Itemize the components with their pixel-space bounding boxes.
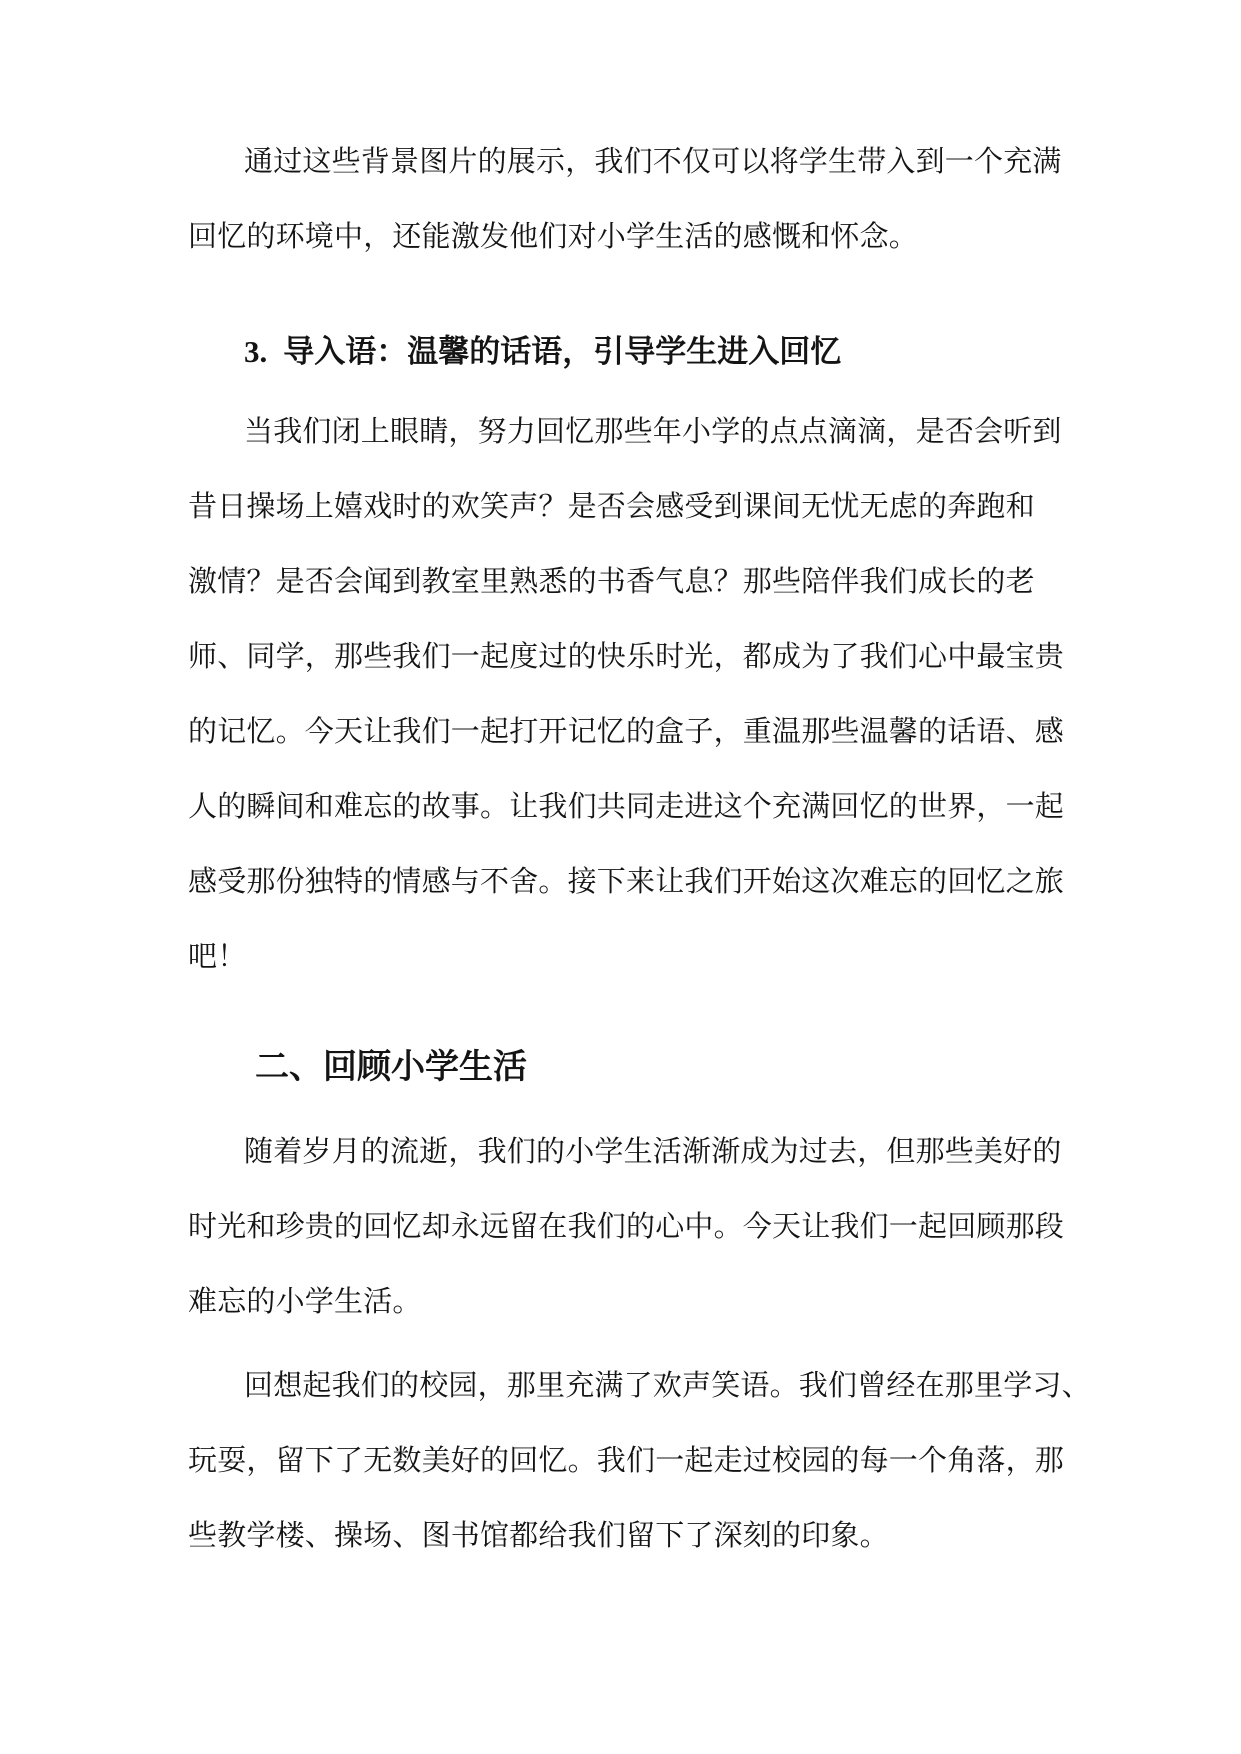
paragraph-line: 昔日操场上嬉戏时的欢笑声？是否会感受到课间无忧无虑的奔跑和 [188, 491, 1035, 523]
paragraph-line: 感受那份独特的情感与不舍。接下来让我们开始这次难忘的回忆之旅 [188, 866, 1065, 898]
section-number: 二、 [255, 1049, 323, 1086]
paragraph-line: 激情？是否会闻到教室里熟悉的书香气息？那些陪伴我们成长的老 [188, 566, 1035, 598]
paragraph-line: 师、同学，那些我们一起度过的快乐时光，都成为了我们心中最宝贵 [188, 641, 1065, 673]
paragraph-time-passing [188, 1115, 1064, 1340]
paragraph-line: 些教学楼、操场、图书馆都给我们留下了深刻的印象。 [188, 1520, 889, 1552]
subsection-number: 3. [244, 334, 268, 369]
paragraph-line: 的记忆。今天让我们一起打开记忆的盒子，重温那些温馨的话语、感 [188, 716, 1065, 748]
paragraph-line: 玩耍，留下了无数美好的回忆。我们一起走过校园的每一个角落，那 [188, 1445, 1065, 1477]
paragraph-line: 通过这些背景图片的展示，我们不仅可以将学生带入到一个充满 [244, 146, 1062, 178]
paragraph-memory-guide [188, 395, 1064, 995]
subsection-heading-daoruyu [188, 314, 841, 389]
paragraph-line: 随着岁月的流逝，我们的小学生活渐渐成为过去，但那些美好的 [244, 1136, 1062, 1168]
paragraph-line: 回忆的环境中，还能激发他们对小学生活的感慨和怀念。 [188, 221, 919, 253]
paragraph-line: 人的瞬间和难忘的故事。让我们共同走进这个充满回忆的世界，一起 [188, 791, 1065, 823]
section-heading-review-primary-school-life [188, 1030, 527, 1105]
paragraph-line: 当我们闭上眼睛，努力回忆那些年小学的点点滴滴，是否会听到 [244, 416, 1062, 448]
subsection-title: 导入语：温馨的话语，引导学生进入回忆 [283, 334, 842, 369]
paragraph-line: 难忘的小学生活。 [188, 1286, 422, 1318]
paragraph-line: 回想起我们的校园，那里充满了欢声笑语。我们曾经在那里学习、 [244, 1370, 1091, 1402]
paragraph-line: 时光和珍贵的回忆却永远留在我们的心中。今天让我们一起回顾那段 [188, 1211, 1065, 1243]
paragraph-campus-memories [188, 1349, 1091, 1574]
paragraph-line: 吧！ [188, 941, 247, 973]
section-title: 回顾小学生活 [323, 1049, 527, 1086]
paragraph-intro-background-images [188, 125, 1062, 275]
